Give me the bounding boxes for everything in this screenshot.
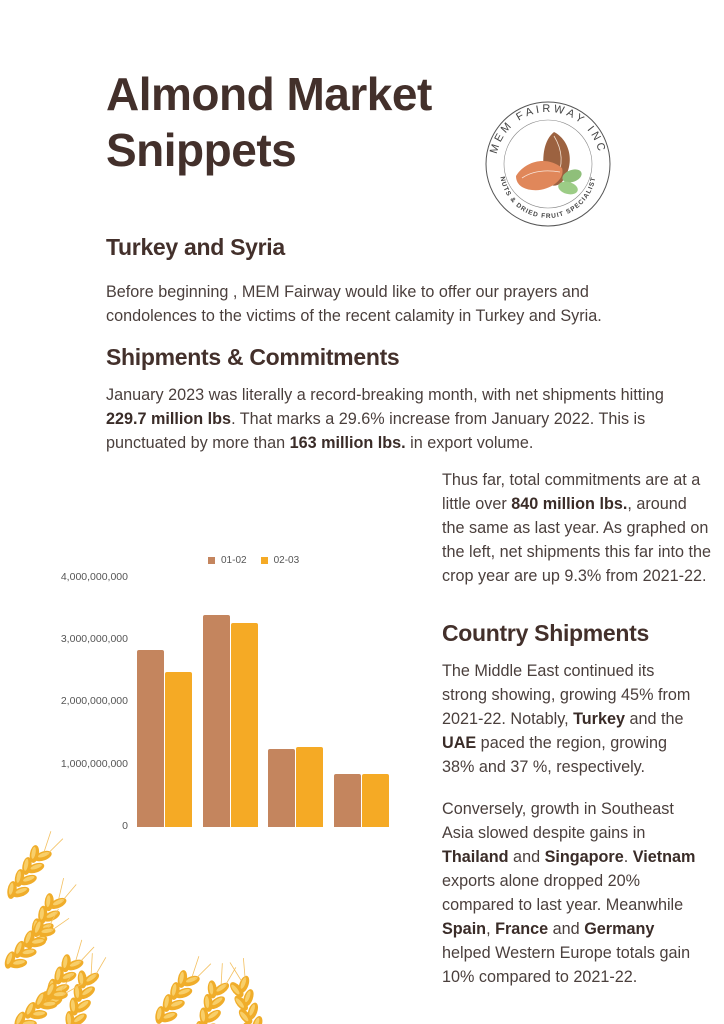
text-run: Conversely, growth in Southeast Asia slowed despite gains in [442, 800, 674, 842]
text-run: and [508, 848, 545, 866]
highlight-export-volume: 163 million lbs. [289, 434, 406, 452]
text-run: January 2023 was literally a record-breaking month, with net shipments hitting [106, 386, 664, 404]
highlight-germany: Germany [584, 920, 655, 938]
highlight-france: France [495, 920, 549, 938]
section-heading-country-shipments: Country Shipments [442, 620, 650, 646]
y-tick: 1,000,000,000 [60, 758, 128, 770]
text-run: exports alone dropped 20% compared to last year. Meanwhile [442, 872, 684, 914]
legend-label: 01-02 [221, 555, 247, 566]
bar-01-02 [203, 615, 230, 827]
shipments-paragraph [106, 383, 686, 455]
bar-01-02 [268, 749, 295, 827]
text-run: . That marks a 29.6% increase from January 2022. This is punctuated by more than [106, 410, 646, 452]
text-run: and the [624, 710, 684, 728]
highlight-uae: UAE [442, 734, 477, 752]
text-run: , around the same as last year. As graphed on the left, net shipments this far into the crop year are up 9.3% from 2021-22. [442, 495, 712, 585]
text-run: paced the region, growing 38% and 37 %, respectively. [442, 734, 667, 776]
y-tick: 2,000,000,000 [60, 695, 128, 707]
svg-text:MEM FAIRWAY INC: MEM FAIRWAY INC [487, 102, 609, 156]
legend-swatch [261, 557, 268, 564]
page-title [106, 66, 432, 178]
bar-02-03 [362, 774, 389, 827]
section-heading-shipments: Shipments & Commitments [106, 344, 400, 370]
chart-legend [208, 555, 299, 566]
almond-leaf-logo-icon [482, 94, 618, 234]
wheat-decoration-icon [0, 830, 300, 1024]
y-tick: 0 [122, 820, 128, 832]
middle-east-paragraph [442, 659, 702, 779]
highlight-thailand: Thailand [442, 848, 509, 866]
chart-plot-area [137, 578, 391, 827]
title-line-1: Almond Market [106, 68, 432, 120]
commitments-paragraph [442, 468, 712, 588]
text-run: , [486, 920, 496, 938]
title-line-2: Snippets [106, 124, 297, 176]
highlight-singapore: Singapore [544, 848, 624, 866]
highlight-commitments: 840 million lbs. [511, 495, 628, 513]
y-tick: 3,000,000,000 [60, 633, 128, 645]
y-tick: 4,000,000,000 [60, 571, 128, 583]
svg-text:NUTS & DRIED FRUIT SPECIALIST: NUTS & DRIED FRUIT SPECIALIST [498, 175, 598, 221]
highlight-turkey: Turkey [573, 710, 625, 728]
company-logo [482, 94, 618, 234]
bar-02-03 [231, 623, 258, 827]
text-run: in export volume. [405, 434, 534, 452]
highlight-spain: Spain [442, 920, 487, 938]
highlight-net-shipments: 229.7 million lbs [106, 410, 232, 428]
bar-01-02 [334, 774, 361, 827]
text-run: The Middle East continued its strong showing, growing 45% from 2021-22. Notably, [442, 662, 691, 728]
highlight-vietnam: Vietnam [632, 848, 696, 866]
legend-swatch [208, 557, 215, 564]
text-run: . [623, 848, 633, 866]
bar-02-03 [165, 672, 192, 827]
turkey-syria-paragraph: Before beginning , MEM Fairway would like to offer our prayers and condolences to the victims of the recent calamity in Turkey and Syria. [106, 283, 602, 325]
bar-02-03 [296, 747, 323, 827]
bar-01-02 [137, 650, 164, 827]
legend-item-01-02 [208, 555, 247, 566]
legend-label: 02-03 [273, 555, 300, 566]
legend-item-02-03 [261, 555, 300, 566]
southeast-asia-paragraph [442, 797, 704, 989]
text-run: helped Western Europe totals gain 10% compared to 2021-22. [442, 944, 691, 986]
section-heading-turkey-syria: Turkey and Syria [106, 234, 285, 260]
text-run: Thus far, total commitments are at a little over [442, 471, 701, 513]
text-run: and [548, 920, 585, 938]
